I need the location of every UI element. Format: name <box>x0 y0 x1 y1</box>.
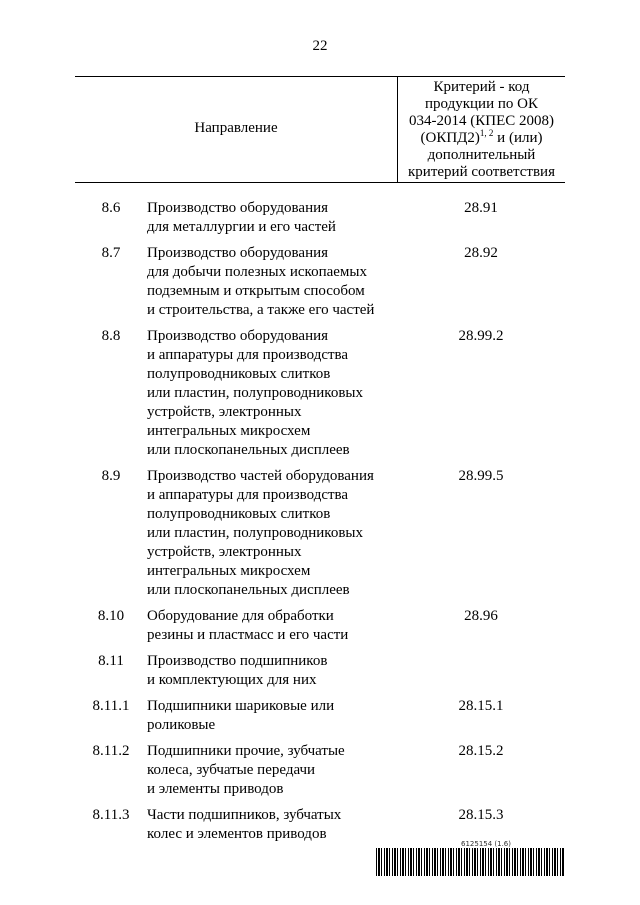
header-criterion-line: критерий соответствия <box>408 164 555 180</box>
table-row <box>75 199 565 237</box>
row-description: Части подшипников, зубчатых колес и элементов приводов <box>147 807 342 842</box>
row-number: 8.11.2 <box>92 743 130 759</box>
row-code: 28.92 <box>464 245 498 261</box>
row-code: 28.99.2 <box>458 328 504 344</box>
row-number: 8.10 <box>97 608 125 624</box>
row-code: 28.15.3 <box>458 807 504 823</box>
row-code: 28.91 <box>464 200 498 216</box>
header-criterion-line: 034-2014 (КПЕС 2008) <box>409 113 554 129</box>
table-row <box>75 467 565 600</box>
header-criterion-line: Критерий - код <box>433 79 530 95</box>
row-description: Подшипники прочие, зубчатые колеса, зубчатые передачи и элементы приводов <box>147 743 345 797</box>
header-criterion-line <box>398 130 565 147</box>
row-code: 28.99.5 <box>458 468 504 484</box>
row-description: Оборудование для обработки резины и пластмасс и его части <box>147 608 349 643</box>
table-row <box>75 607 565 645</box>
row-number: 8.11.1 <box>92 698 130 714</box>
okpd-label: (ОКПД2) <box>420 130 480 146</box>
table-row <box>75 327 565 460</box>
row-description: Производство частей оборудования и аппаратуры для производства полупроводниковых слитков или пластин, полупроводниковых устройств, электронных интегральных микросхем или плоскопанельных дисплеев <box>147 468 374 598</box>
table-body <box>75 199 565 851</box>
row-description: Производство подшипников и комплектующих для них <box>147 653 328 688</box>
table-row <box>75 742 565 799</box>
row-description: Производство оборудования для металлургии и его частей <box>147 200 336 235</box>
row-code <box>397 652 565 690</box>
row-number: 8.7 <box>101 245 121 261</box>
header-direction: Направление <box>194 120 278 136</box>
row-number: 8.9 <box>101 468 121 484</box>
row-description: Производство оборудования для добычи полезных ископаемых подземным и открытым способом и строительства, а также его частей <box>147 245 375 318</box>
table-row <box>75 806 565 844</box>
page-number: 22 <box>312 38 328 54</box>
footnote-ref: 1, 2 <box>479 128 494 138</box>
row-description: Производство оборудования и аппаратуры для производства полупроводниковых слитков или пластин, полупроводниковых устройств, электронных интегральных микросхем или плоскопанельных дисплеев <box>147 328 363 458</box>
row-number: 8.11 <box>98 653 124 669</box>
row-description: Подшипники шариковые или роликовые <box>147 698 335 733</box>
header-criterion-line: продукции по ОК <box>425 96 538 112</box>
table-row <box>75 652 565 690</box>
barcode-label: 6125154 (1.6) <box>461 840 511 848</box>
table-header <box>75 76 565 183</box>
row-number: 8.8 <box>101 328 121 344</box>
barcode <box>376 848 564 876</box>
row-code: 28.96 <box>464 608 498 624</box>
header-criterion-line: дополнительный <box>427 147 536 163</box>
row-code: 28.15.2 <box>458 743 504 759</box>
row-number: 8.6 <box>101 200 121 216</box>
table-row <box>75 244 565 320</box>
row-number: 8.11.3 <box>92 807 130 823</box>
row-code: 28.15.1 <box>458 698 504 714</box>
and-or-label: и (или) <box>493 130 543 146</box>
header-criterion <box>398 79 565 181</box>
table-row <box>75 697 565 735</box>
